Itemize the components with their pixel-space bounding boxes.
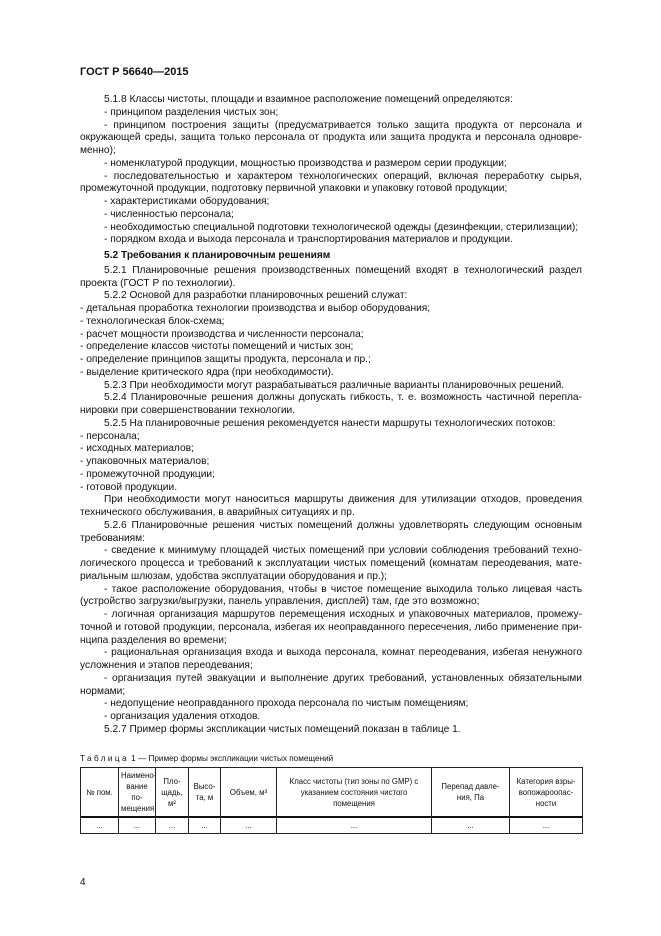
table-cell: ... xyxy=(189,817,221,834)
text-line: При необходимости могут наноситься маршруты движения для утилизации отходов, проведения xyxy=(104,494,582,506)
text-line: 5.2.7 Пример формы экспликации чистых помещений показан в таблице 1. xyxy=(104,723,461,735)
text-line: - организация удаления отходов. xyxy=(104,711,261,722)
column-header: Категория взры-вопожароопас-ности xyxy=(510,768,583,818)
text-line: - организация путей эвакуации и выполнение других требований, установленных обязательными xyxy=(104,672,582,684)
text-line: - последовательностью и характером технологических операций, включая переработку сырья, xyxy=(104,170,582,182)
text-line: (устройство загрузки/выгрузки, панель управления, дисплей) там, где это возможно; xyxy=(80,596,480,608)
text-line: - расчет мощности производства и численности персонала; xyxy=(80,328,364,340)
table-cell: ... xyxy=(119,817,156,834)
text-line: окружающей среды, защита только персонала от продукта или защита продукта и персонала одновре- xyxy=(80,132,582,144)
table-cell: ... xyxy=(156,817,189,834)
text-line: - сведение к минимуму площадей чистых помещений при условии соблюдения требований техно- xyxy=(104,545,582,557)
text-line: 5.2.6 Планировочные решения чистых помещений должны удовлетворять следующим основным xyxy=(104,519,582,531)
text-line: точной и готовой продукции, персонала, избегая их неоправданного пересечения, либо применение при- xyxy=(80,621,582,633)
column-header: Высо-та, м xyxy=(189,768,221,818)
table-cell: ... xyxy=(221,817,277,834)
page-number: 4 xyxy=(80,877,86,888)
text-line: - недопущение неоправданного прохода персонала по чистым помещениям; xyxy=(104,698,469,710)
text-line: нормами; xyxy=(80,685,126,697)
text-line: нципа разделения во времени; xyxy=(80,634,227,646)
text-line: - рациональная организация входа и выхода персонала, комнат переодевания, избегая ненужного xyxy=(104,647,582,659)
text-line: - технологическая блок-схема; xyxy=(80,315,225,327)
text-line: логического процесса и требований к эксплуатации чистых помещений (комнатам переодевания, мате- xyxy=(80,558,582,569)
text-line: 5.2.3 При необходимости могут разрабатываться различные варианты планировочных решений. xyxy=(104,379,565,391)
section-heading: 5.2 Требования к планировочным решениям xyxy=(104,250,331,261)
text-line: промежуточной продукции, подготовку первичной упаковки и упаковку готовой продукции; xyxy=(80,183,508,195)
text-line: - логичная организация маршрутов перемещения исходных и упаковочных материалов, промежу- xyxy=(104,609,582,620)
text-line: - такое расположение оборудования, чтобы в чистое помещение выходила только лицевая часть xyxy=(104,583,582,595)
text-line: 5.1.8 Классы чистоты, площади и взаимное расположение помещений определяются: xyxy=(104,94,513,105)
text-line: нировки при совершенствовании технологии. xyxy=(80,405,296,416)
text-line: - определение классов чистоты помещений и чистых зон; xyxy=(80,341,354,353)
table-cell: ... xyxy=(432,817,510,834)
text-line: - промежуточной продукции; xyxy=(80,468,215,480)
text-line: - номенклатурой продукции, мощностью производства и размером серии продукции; xyxy=(104,157,507,169)
text-line: усложнения и этапов переодевания; xyxy=(80,660,253,671)
text-line: требованиям: xyxy=(80,532,146,544)
text-line: - упаковочных материалов; xyxy=(80,456,210,467)
text-line: - принципом разделения чистых зон; xyxy=(104,106,279,118)
text-line: - порядком входа и выхода персонала и транспортирования материалов и продукции. xyxy=(104,234,513,246)
table-caption xyxy=(80,754,333,763)
text-line: - численностью персонала; xyxy=(104,208,234,220)
rooms-table xyxy=(80,767,583,834)
text-line: 5.2.4 Планировочные решения должны допускать гибкость, т. е. возможность частичной перепла- xyxy=(104,392,582,404)
column-header: Пло-щадь, м² xyxy=(156,768,189,818)
table-cell: ... xyxy=(510,817,583,834)
text-line: 5.2.2 Основой для разработки планировочных решений служат: xyxy=(104,290,408,302)
column-header: Перепад давле-ния, Па xyxy=(432,768,510,818)
text-line: технического обслуживания, в аварийных ситуациях и пр. xyxy=(80,507,355,518)
column-header: Объем, м³ xyxy=(221,768,277,818)
text-line: - принципом построения защиты (предусматривается только защита продукта от персонала и xyxy=(104,119,582,131)
document-body xyxy=(80,94,582,737)
document-header: ГОСТ Р 56640—2015 xyxy=(80,66,189,78)
text-line: - детальная проработка технологии производства и выбор оборудования; xyxy=(80,303,431,314)
text-line: - определение принципов защиты продукта, персонала и пр.; xyxy=(80,354,371,365)
text-line: - исходных материалов; xyxy=(80,443,194,455)
text-line: - персонала; xyxy=(80,430,140,442)
text-line: 5.2.1 Планировочные решения производственных помещений входят в технологический раздел xyxy=(104,264,582,276)
text-line: проекта (ГОСТ Р по технологии). xyxy=(80,277,236,289)
text-line: 5.2.5 На планировочные решения рекомендуется нанести маршруты технологических потоков: xyxy=(104,417,556,429)
table-row xyxy=(81,817,583,834)
table-caption-text: 1 — Пример формы экспликации чистых помещений xyxy=(128,754,334,763)
text-line: риальным шлюзам, удобства эксплуатации оборудования и пр.); xyxy=(80,570,387,582)
text-line: - выделение критического ядра (при необходимости). xyxy=(80,366,334,378)
text-line: - необходимостью специальной подготовки технологической одежды (дезинфекции, стерилизации); xyxy=(104,221,579,233)
table-cell: ... xyxy=(81,817,119,834)
column-header: Наимено-вание по-мещения xyxy=(119,768,156,818)
text-line: - характеристиками оборудования; xyxy=(104,196,270,207)
text-line: менно); xyxy=(80,145,116,156)
column-header: № пом. xyxy=(81,768,119,818)
table-cell: ... xyxy=(277,817,432,834)
text-line: - готовой продукции. xyxy=(80,481,178,493)
column-header: Класс чистоты (тип зоны по GMP) с указанием состояния чистого помещения xyxy=(277,768,432,818)
table-caption-label: Таблица xyxy=(80,754,129,763)
